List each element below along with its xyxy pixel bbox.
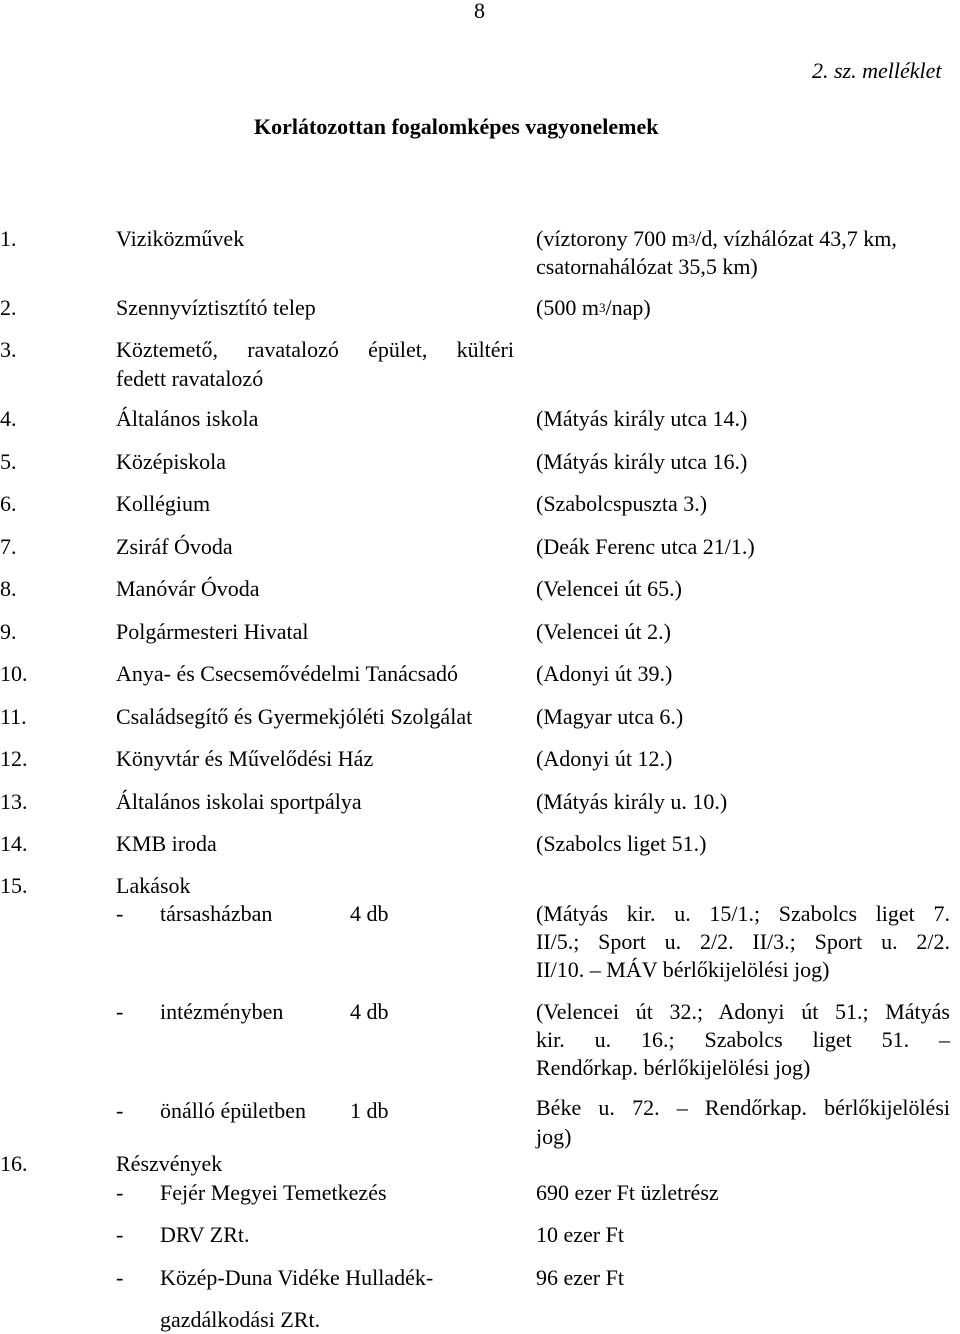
- item-number: 15.: [0, 873, 28, 898]
- share-company-line2: gazdálkodási ZRt.: [160, 1307, 321, 1332]
- apartment-address-line: II/5.; Sport u. 2/2. II/3.; Sport u. 2/2.: [536, 929, 950, 954]
- apartment-address-line: Béke u. 72. – Rendőrkap. bérlőkijelölési: [536, 1095, 950, 1120]
- apartment-address-line: kir. u. 16.; Szabolcs liget 51. –: [536, 1027, 950, 1052]
- page-number: 8: [474, 0, 485, 23]
- dash-marker: -: [116, 1265, 124, 1290]
- dash-marker: -: [116, 999, 124, 1024]
- item-name: Lakások: [116, 873, 191, 898]
- item-name: Köztemető, ravatalozó épület, kültéri: [116, 337, 514, 362]
- apartment-count: 1 db: [350, 1098, 389, 1123]
- share-value: 96 ezer Ft: [536, 1265, 624, 1290]
- item-name: Részvények: [116, 1151, 223, 1176]
- item-description: (Mátyás király u. 10.): [536, 789, 728, 814]
- item-number: 8.: [0, 576, 17, 601]
- apartment-address-line: (Mátyás kir. u. 15/1.; Szabolcs liget 7.: [536, 901, 950, 926]
- item-number: 2.: [0, 295, 17, 320]
- item-description: (Adonyi út 12.): [536, 746, 673, 771]
- apartment-address-line: Rendőrkap. bérlőkijelölési jog): [536, 1055, 811, 1080]
- apartment-count: 4 db: [350, 901, 389, 926]
- item-number: 12.: [0, 746, 28, 771]
- item-name: Középiskola: [116, 449, 226, 474]
- apartment-count: 4 db: [350, 999, 389, 1024]
- share-company: DRV ZRt.: [160, 1222, 250, 1247]
- share-company: Közép-Duna Vidéke Hulladék-: [160, 1265, 434, 1290]
- apartment-place: társasházban: [160, 901, 273, 926]
- item-name: Anya- és Csecsemővédelmi Tanácsadó: [116, 661, 458, 686]
- item-description: (Szabolcspuszta 3.): [536, 491, 708, 516]
- share-value: 10 ezer Ft: [536, 1222, 624, 1247]
- item-name: Zsiráf Óvoda: [116, 534, 233, 559]
- item-name: Viziközművek: [116, 226, 245, 251]
- item-name: KMB iroda: [116, 831, 217, 856]
- item-number: 4.: [0, 406, 17, 431]
- dash-marker: -: [116, 1180, 124, 1205]
- apartment-address-line: II/10. – MÁV bérlőkijelölési jog): [536, 957, 830, 982]
- item-description: (Mátyás király utca 14.): [536, 406, 748, 431]
- item-description: (Deák Ferenc utca 21/1.): [536, 534, 755, 559]
- share-value: 690 ezer Ft üzletrész: [536, 1180, 719, 1205]
- dash-marker: -: [116, 901, 124, 926]
- item-number: 9.: [0, 619, 17, 644]
- page-title: Korlátozottan fogalomképes vagyonelemek: [254, 114, 659, 139]
- apartment-place: intézményben: [160, 999, 284, 1024]
- item-description: (Szabolcs liget 51.): [536, 831, 707, 856]
- apartment-place: önálló épületben: [160, 1098, 307, 1123]
- item-name: Manóvár Óvoda: [116, 576, 260, 601]
- item-number: 3.: [0, 337, 17, 362]
- item-name: Kollégium: [116, 491, 211, 516]
- item-description: (víztorony 700 $m^3/d$, vízhálózat 43,7 km,: [536, 226, 897, 251]
- item-description: (Adonyi út 39.): [536, 661, 673, 686]
- apartment-address-line: jog): [536, 1124, 572, 1149]
- apartment-address-line: (Velencei út 32.; Adonyi út 51.; Mátyás: [536, 999, 950, 1024]
- item-number: 10.: [0, 661, 28, 686]
- dash-marker: -: [116, 1098, 124, 1123]
- item-description: (Magyar utca 6.): [536, 704, 684, 729]
- item-name: Szennyvíztisztító telep: [116, 295, 316, 320]
- item-name-line2: fedett ravatalozó: [116, 366, 264, 391]
- share-company: Fejér Megyei Temetkezés: [160, 1180, 387, 1205]
- item-description: (Mátyás király utca 16.): [536, 449, 748, 474]
- item-number: 16.: [0, 1151, 28, 1176]
- item-name: Polgármesteri Hivatal: [116, 619, 309, 644]
- item-name: Könyvtár és Művelődési Ház: [116, 746, 374, 771]
- item-name: Általános iskola: [116, 406, 259, 431]
- item-description-line2: csatornahálózat 35,5 km): [536, 254, 758, 279]
- item-number: 7.: [0, 534, 17, 559]
- item-number: 13.: [0, 789, 28, 814]
- item-description: (500 $m^3/nap$): [536, 295, 651, 320]
- annex-label: 2. sz. melléklet: [812, 58, 942, 83]
- item-name: Családsegítő és Gyermekjóléti Szolgálat: [116, 704, 473, 729]
- item-number: 14.: [0, 831, 28, 856]
- item-name: Általános iskolai sportpálya: [116, 789, 362, 814]
- dash-marker: -: [116, 1222, 124, 1247]
- item-number: 6.: [0, 491, 17, 516]
- item-description: (Velencei út 65.): [536, 576, 682, 601]
- item-number: 5.: [0, 449, 17, 474]
- item-number: 1.: [0, 226, 17, 251]
- item-description: (Velencei út 2.): [536, 619, 671, 644]
- item-number: 11.: [0, 704, 27, 729]
